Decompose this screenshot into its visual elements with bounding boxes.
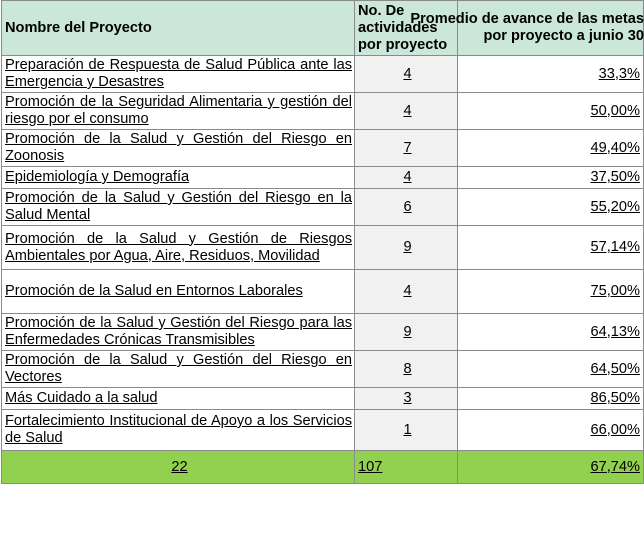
progress-cell[interactable]: 64,13% (458, 314, 644, 351)
total-progress-cell[interactable]: 67,74% (458, 451, 644, 484)
progress-cell[interactable]: 57,14% (458, 226, 644, 270)
project-name[interactable]: Fortalecimiento Institucional de Apoyo a los Servicios de Salud (5, 413, 352, 446)
project-name[interactable]: Preparación de Respuesta de Salud Pública ante las Emergencia y Desastres (5, 57, 352, 90)
table-row (2, 226, 644, 270)
header-progress-text: Promedio de avance de las metas por proyecto a junio 30 (410, 11, 644, 44)
project-name-cell (2, 351, 355, 388)
table-row (2, 167, 644, 189)
progress-cell[interactable]: 37,50% (458, 167, 644, 189)
activities-cell[interactable]: 9 (355, 226, 458, 270)
header-progress (410, 1, 644, 56)
progress-cell[interactable]: 66,00% (458, 410, 644, 451)
progress-cell[interactable]: 55,20% (458, 189, 644, 226)
table-row (2, 410, 644, 451)
activities-cell[interactable]: 8 (355, 351, 458, 388)
table-row (2, 270, 644, 314)
project-name-cell (2, 270, 355, 314)
activities-cell[interactable]: 3 (355, 388, 458, 410)
table-row (2, 351, 644, 388)
header-activities: No. De actividades por proyecto (355, 1, 458, 56)
project-name[interactable]: Promoción de la Salud y Gestión del Riesgo en Vectores (5, 352, 352, 385)
progress-cell[interactable]: 86,50% (458, 388, 644, 410)
total-activities-cell[interactable]: 107 (355, 451, 458, 484)
progress-cell[interactable]: 75,00% (458, 270, 644, 314)
project-name-cell (2, 167, 355, 189)
project-name-cell (2, 56, 355, 93)
activities-cell[interactable]: 4 (355, 56, 458, 93)
project-name[interactable]: Promoción de la Seguridad Alimentaria y gestión del riesgo por el consumo (5, 94, 352, 127)
table-row (2, 56, 644, 93)
header-row (2, 1, 644, 56)
projects-table (1, 0, 644, 484)
header-project-name: Nombre del Proyecto (2, 1, 355, 56)
project-name[interactable]: Promoción de la Salud y Gestión del Riesgo en la Salud Mental (5, 190, 352, 223)
activities-cell[interactable]: 4 (355, 167, 458, 189)
progress-cell[interactable]: 33,3% (458, 56, 644, 93)
table-row (2, 93, 644, 130)
project-name-cell (2, 388, 355, 410)
progress-cell[interactable]: 49,40% (458, 130, 644, 167)
table-row (2, 130, 644, 167)
progress-cell[interactable]: 64,50% (458, 351, 644, 388)
project-name[interactable]: Promoción de la Salud y Gestión del Riesgo en Zoonosis (5, 131, 352, 164)
activities-cell[interactable]: 1 (355, 410, 458, 451)
activities-cell[interactable]: 4 (355, 93, 458, 130)
activities-cell[interactable]: 9 (355, 314, 458, 351)
table-row (2, 388, 644, 410)
project-name[interactable]: Más Cuidado a la salud (5, 390, 158, 406)
activities-cell[interactable]: 7 (355, 130, 458, 167)
project-name-cell (2, 130, 355, 167)
project-name-cell (2, 410, 355, 451)
progress-cell[interactable]: 50,00% (458, 93, 644, 130)
project-name-cell (2, 314, 355, 351)
project-name[interactable]: Promoción de la Salud y Gestión del Riesgo para las Enfermedades Crónicas Transmisibles (5, 315, 352, 348)
activities-cell[interactable]: 6 (355, 189, 458, 226)
project-name-cell (2, 226, 355, 270)
project-name[interactable]: Promoción de la Salud y Gestión de Riesgos Ambientales por Agua, Aire, Residuos, Movilidad (5, 230, 352, 264)
project-name[interactable]: Promoción de la Salud en Entornos Laborales (5, 283, 303, 299)
project-name[interactable]: Epidemiología y Demografía (5, 169, 190, 185)
table-row (2, 189, 644, 226)
activities-cell[interactable]: 4 (355, 270, 458, 314)
project-name-cell (2, 189, 355, 226)
table-row (2, 314, 644, 351)
project-name-cell (2, 93, 355, 130)
total-row (2, 451, 644, 484)
total-projects-cell[interactable]: 22 (2, 451, 355, 484)
